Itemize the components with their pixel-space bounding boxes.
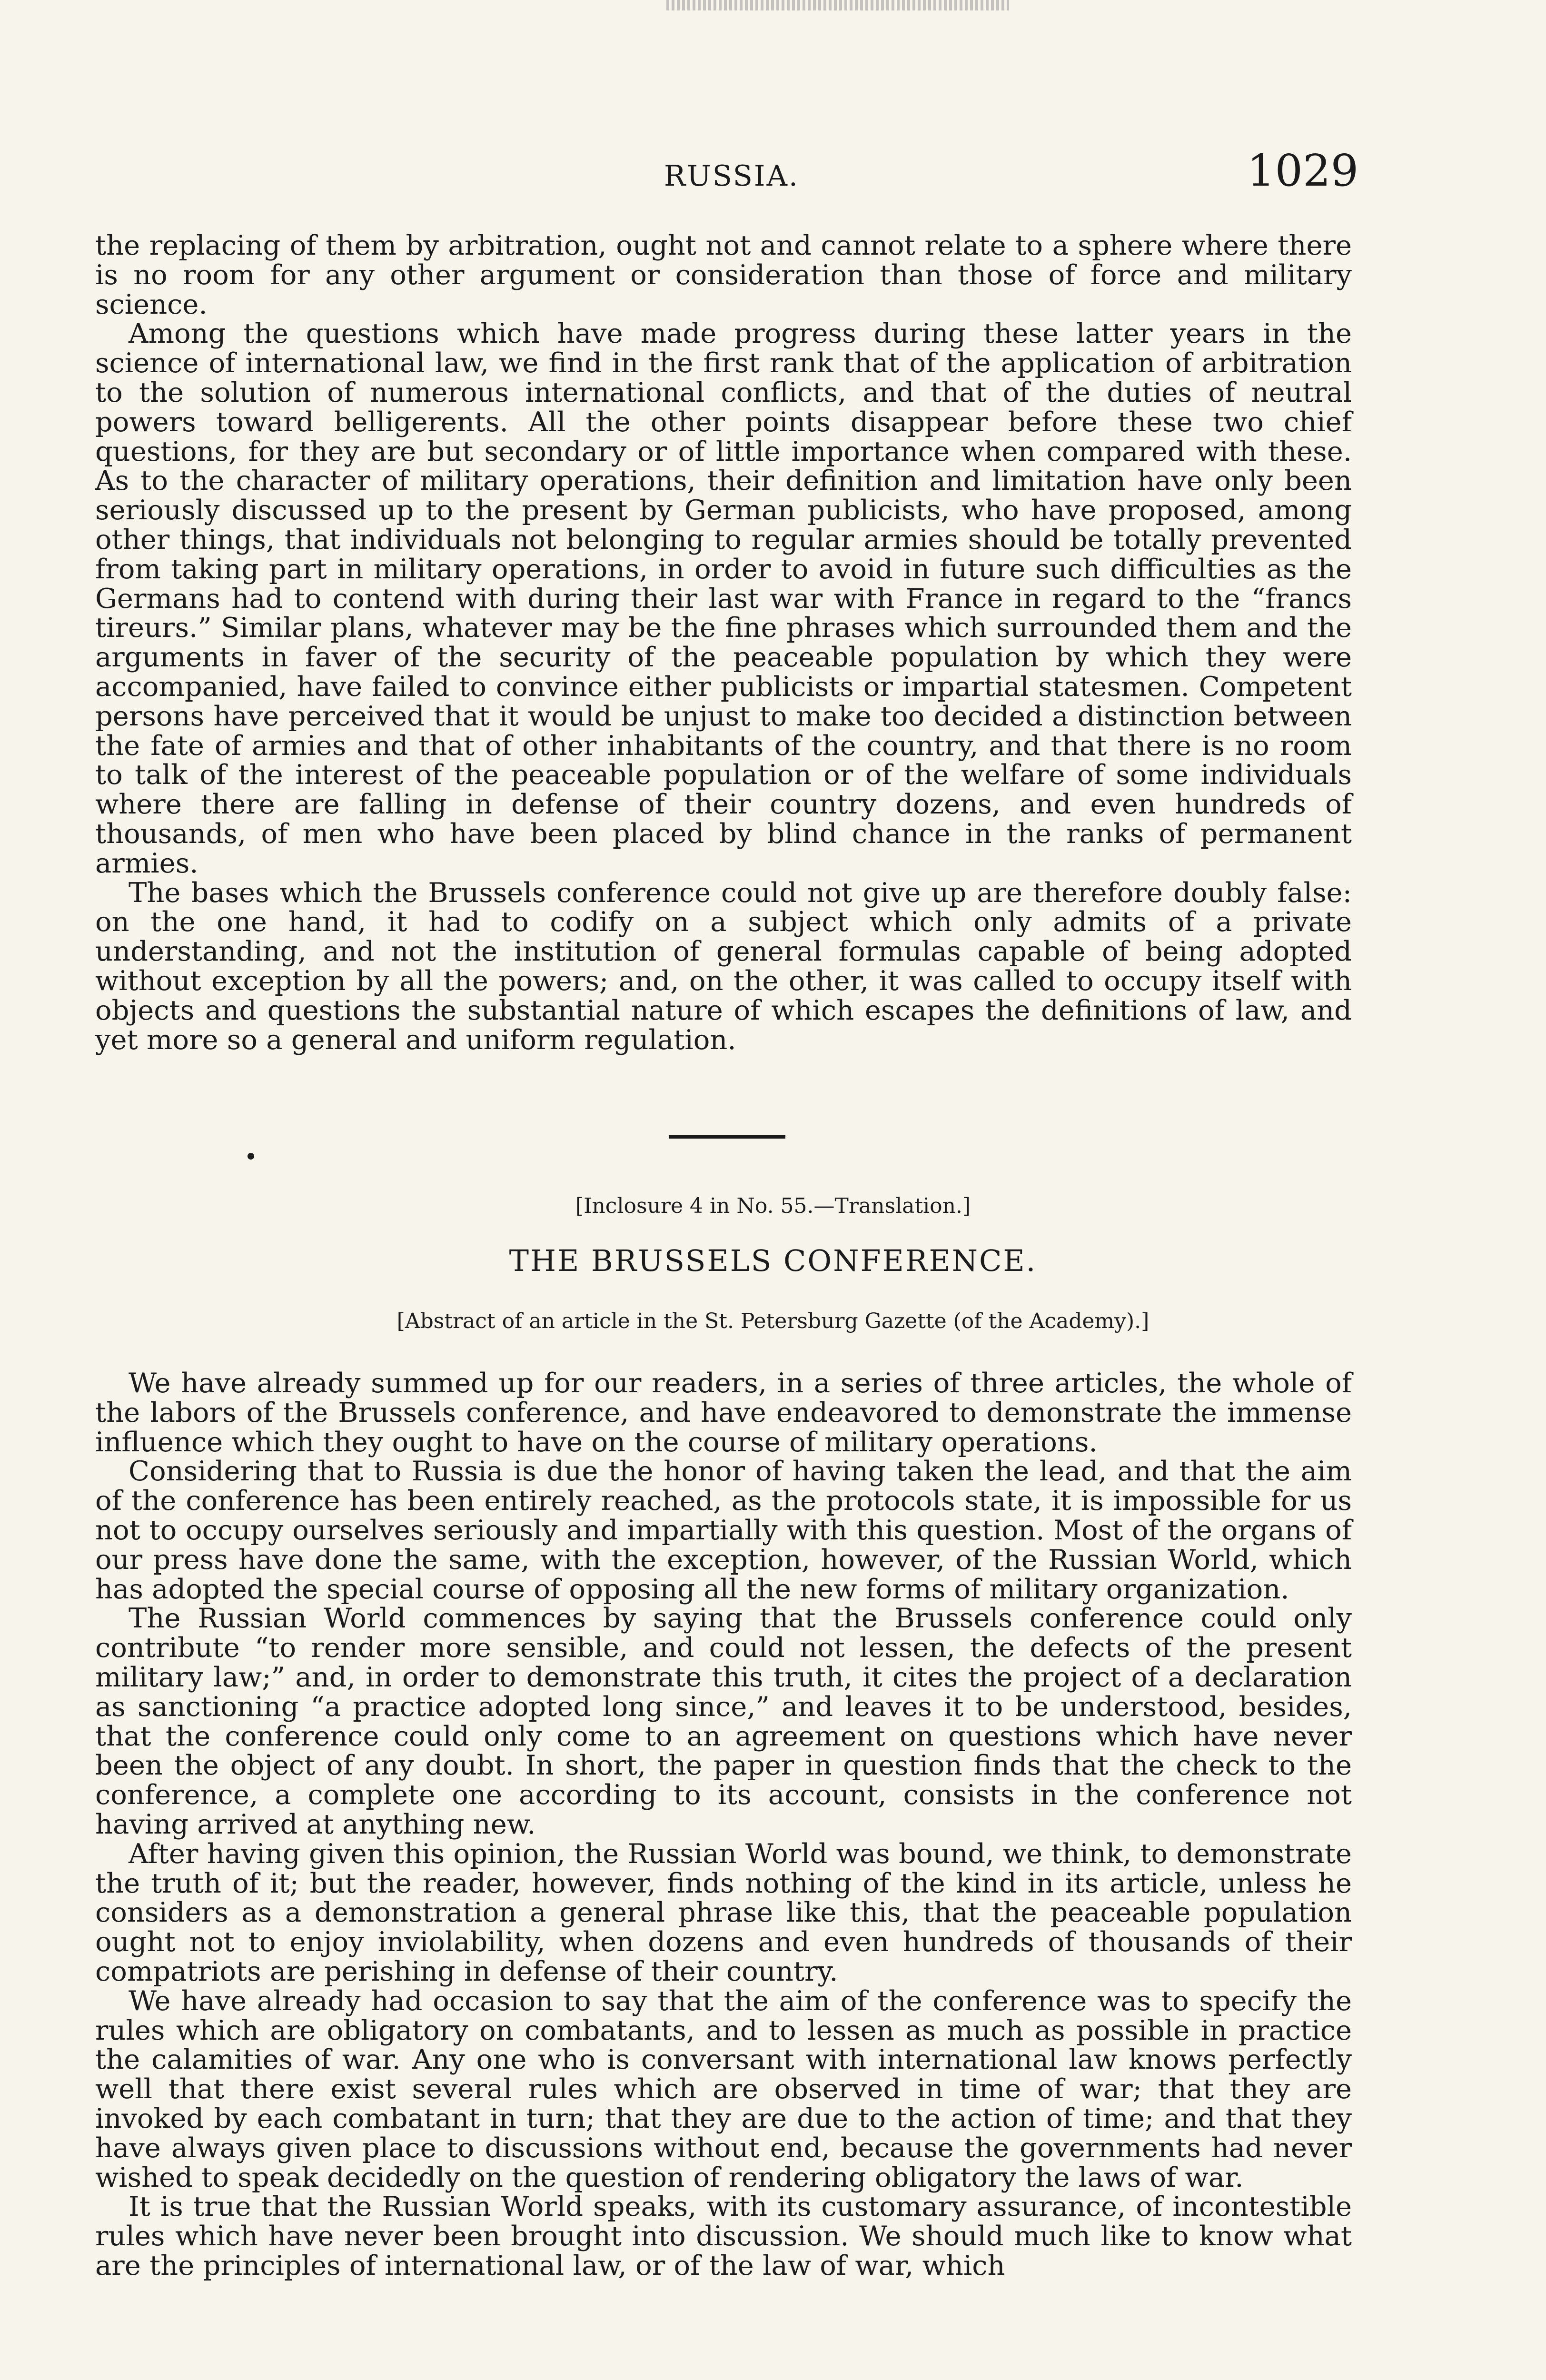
scan-artifact xyxy=(666,0,1009,10)
section-title: THE BRUSSELS CONFERENCE. xyxy=(509,1243,1037,1278)
paragraph: The bases which the Brussels conference could not give up are therefore doubly false: on the one hand, it had to codify on a subject which only admits of a private understanding, and not the institution of general formulas capable of being adopted without exception by all the powers; and, on the other, it was called to occupy itself with objects and questions the substantial nature of which escapes the definitions of law, and yet more so a general and uniform regulation. xyxy=(95,876,1352,1056)
section-2-body xyxy=(95,1368,1352,2281)
paragraph: After having given this opinion, the Russian World was bound, we think, to demonstrate the truth of it; but the reader, however, finds nothing of the kind in its article, unless he considers as a demonstration a general phrase like this, that the peaceable population ought not to enjoy inviolability, when dozens and even hundreds of thousands of their compatriots are perishing in defense of their country. xyxy=(95,1837,1352,1987)
paragraph: Considering that to Russia is due the honor of having taken the lead, and that the aim of the conference has been entirely reached, as the protocols state, it is impossible for us not to occupy ourselves seriously and impartially with this question. Most of the organs of our press have done the same, with the exception, however, of the Russian World, which has adopted the special course of opposing all the new forms of military organization. xyxy=(95,1455,1352,1605)
ink-dot xyxy=(248,1153,254,1160)
paragraph: We have already had occasion to say that the aim of the conference was to specify the rules which are obligatory on combatants, and to lessen as much as possible in practice the calamities of war. Any one who is conversant with international law knows perfectly well that there exist several rules which are observed in time of war; that they are invoked by each combatant in turn; that they are due to the action of time; and that they have always given place to discussions without end, because the governments had never wished to speak decidedly on the question of rendering obligatory the laws of war. xyxy=(95,1984,1352,2193)
paragraph: We have already summed up for our readers, in a series of three articles, the whole of the labors of the Brussels conference, and have endeavored to demonstrate the immense influence which they ought to have on the course of military operations. xyxy=(95,1367,1352,1458)
paragraph: The Russian World commences by saying that the Brussels conference could only contribute “to render more sensible, and could not lessen, the defects of the present military law;” and, in order to demonstrate this truth, it cites the project of a declaration as sanctioning “a practice adopted long since,” and leaves it to be understood, besides, that the conference could only come to an agreement on questions which have never been the object of any doubt. In short, the paper in question finds that the check to the conference, a complete one according to its account, consists in the conference not having arrived at anything new. xyxy=(95,1602,1352,1840)
paragraph: the replacing of them by arbitration, ought not and cannot relate to a sphere where there is no room for any other argument or consideration than those of force and military science. xyxy=(95,229,1352,320)
paragraph: Among the questions which have made progress during these latter years in the science of international law, we find in the first rank that of the application of arbitration to the solution of numerous international conflicts, and that of the duties of neutral powers toward belligerents. All the other points disappear before these two chief questions, for they are but secondary or of little importance when compared with these. As to the character of military operations, their definition and limitation have only been seriously discussed up to the present by German publicists, who have proposed, among other things, that individuals not belonging to regular armies should be totally prevented from taking part in military operations, in order to avoid in future such difficulties as the Germans had to contend with during their last war with France in regard to the “francs tireurs.” Similar plans, whatever may be the fine phrases which surrounded them and the arguments in faver of the security of the peaceable population by which they were accompanied, have failed to convince either publicists or impartial statesmen. Competent persons have perceived that it would be unjust to make too decided a distinction between the fate of armies and that of other inhabitants of the country, and that there is no room to talk of the interest of the peaceable population or of the welfare of some individuals where there are falling in defense of their country dozens, and even hundreds of thousands, of men who have been placed by blind chance in the ranks of permanent armies. xyxy=(95,317,1352,879)
section-1-body xyxy=(95,231,1352,1054)
abstract-note: [Abstract of an article in the St. Petersburg Gazette (of the Academy).] xyxy=(396,1309,1150,1333)
running-head: RUSSIA. xyxy=(664,159,799,193)
paragraph: It is true that the Russian World speaks, with its customary assurance, of incontestible rules which have never been brought into discussion. We should much like to know what are the principles of international law, or of the law of war, which xyxy=(95,2191,1352,2281)
section-divider xyxy=(669,1135,785,1139)
page-number: 1029 xyxy=(1247,145,1359,196)
inclosure-label: [Inclosure 4 in No. 55.—Translation.] xyxy=(575,1194,971,1218)
